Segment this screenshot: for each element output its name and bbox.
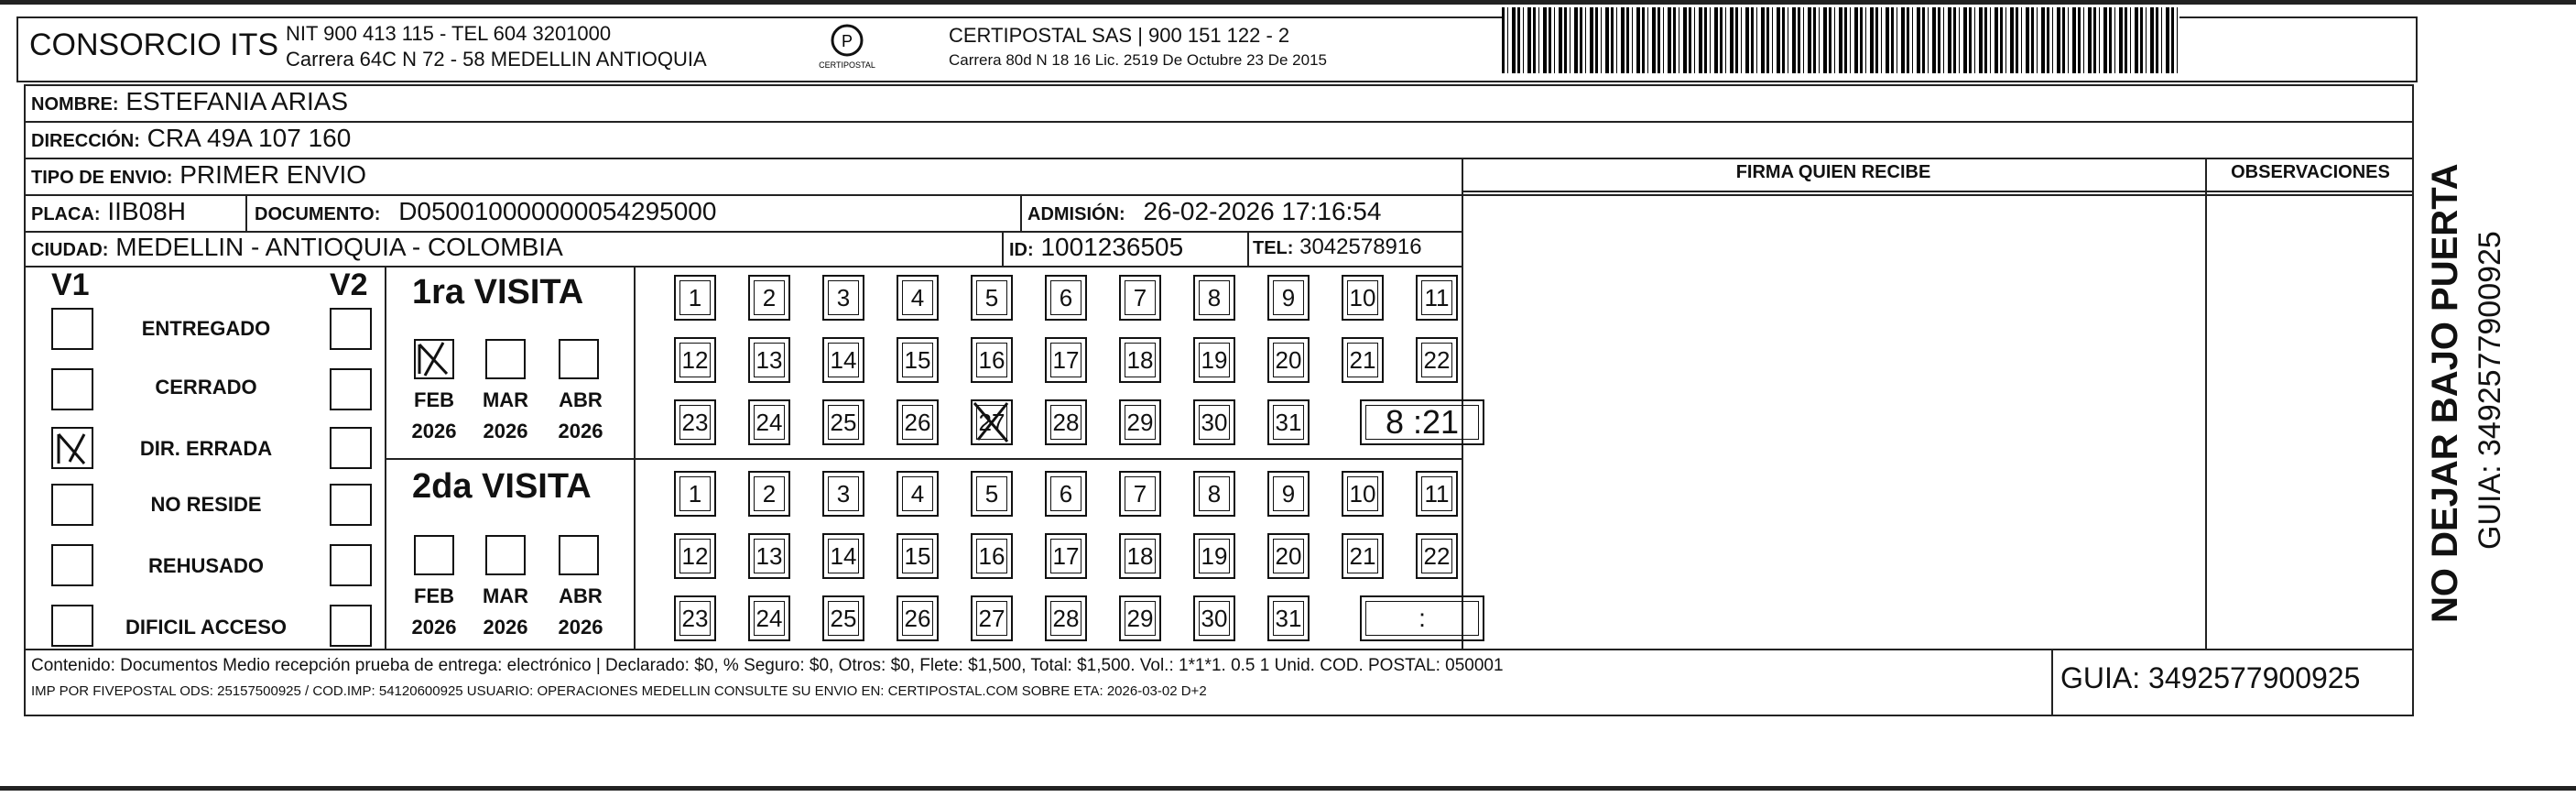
visit1-year-abr: 2026 (558, 420, 603, 442)
v1-checkbox-dificil-acceso[interactable] (51, 605, 93, 647)
v2-header: V2 (330, 267, 368, 302)
field-admision (1027, 197, 1381, 226)
status-item-dificil-acceso: DIFICIL ACCESO (125, 616, 287, 639)
visit1-day-28[interactable]: 28 (1045, 399, 1087, 445)
v1-header: V1 (51, 267, 90, 302)
v2-checkbox-entregado[interactable] (330, 308, 372, 350)
field-nombre (31, 87, 348, 116)
visit2-month-mar-box[interactable] (485, 535, 526, 575)
tipo-value: PRIMER ENVIO (179, 160, 367, 189)
status-item-dir-errada: DIR. ERRADA (139, 437, 273, 460)
tipo-label: TIPO DE ENVIO: (31, 168, 173, 188)
visit2-day-24[interactable]: 24 (748, 595, 790, 641)
visit1-day-20[interactable]: 20 (1267, 337, 1310, 383)
visit1-day-3[interactable]: 3 (822, 275, 864, 321)
visit1-day-25[interactable]: 25 (822, 399, 864, 445)
company-address: Carrera 64C N 72 - 58 MEDELLIN ANTIOQUIA (286, 48, 707, 71)
col-divider (1020, 194, 1022, 231)
field-direccion (31, 124, 351, 153)
v2-checkbox-cerrado[interactable] (330, 368, 372, 410)
id-value: 1001236505 (1040, 233, 1184, 261)
status-item-rehusado: REHUSADO (148, 554, 264, 577)
visit2-day-7[interactable]: 7 (1119, 471, 1161, 517)
status-item-entregado: ENTREGADO (141, 317, 271, 340)
visit2-day-26[interactable]: 26 (897, 595, 939, 641)
handwritten-check-mark (53, 429, 92, 467)
visit2-day-5[interactable]: 5 (971, 471, 1013, 517)
second-visit-title: 2da VISITA (412, 467, 592, 506)
bottom-rule (0, 786, 2576, 791)
handwritten-check-mark (416, 341, 452, 377)
first-visit-title: 1ra VISITA (412, 273, 584, 311)
v1-checkbox-dir-errada[interactable] (51, 427, 93, 469)
visit1-day-19[interactable]: 19 (1193, 337, 1235, 383)
visit2-day-6[interactable]: 6 (1045, 471, 1087, 517)
visit2-day-21[interactable]: 21 (1342, 533, 1384, 579)
visit1-day-21[interactable]: 21 (1342, 337, 1384, 383)
visit2-day-1[interactable]: 1 (674, 471, 716, 517)
visit2-day-22[interactable]: 22 (1416, 533, 1458, 579)
col-divider (2051, 649, 2053, 716)
visit1-day-24[interactable]: 24 (748, 399, 790, 445)
field-ciudad (31, 233, 563, 262)
tel-label: TEL: (1253, 238, 1294, 258)
row-divider (24, 266, 1463, 267)
visit2-day-15[interactable]: 15 (897, 533, 939, 579)
visit2-day-4[interactable]: 4 (897, 471, 939, 517)
nombre-value: ESTEFANIA ARIAS (125, 87, 349, 115)
side-warning: NO DEJAR BAJO PUERTA (2425, 163, 2465, 623)
visit1-day-18[interactable]: 18 (1119, 337, 1161, 383)
documento-label: DOCUMENTO: (255, 204, 381, 224)
visit1-year-feb: 2026 (411, 420, 457, 442)
field-id (1009, 233, 1183, 262)
visit1-month-mar-box[interactable] (485, 339, 526, 379)
visit2-day-31[interactable]: 31 (1267, 595, 1310, 641)
visit2-month-abr-label: ABR (559, 584, 603, 607)
svg-text:CERTIPOSTAL: CERTIPOSTAL (819, 60, 875, 70)
visit2-day-16[interactable]: 16 (971, 533, 1013, 579)
visit1-day-30[interactable]: 30 (1193, 399, 1235, 445)
top-rule (0, 0, 2576, 5)
visit2-day-30[interactable]: 30 (1193, 595, 1235, 641)
visit1-day-8[interactable]: 8 (1193, 275, 1235, 321)
visit1-day-4[interactable]: 4 (897, 275, 939, 321)
status-item-no-reside: NO RESIDE (150, 493, 262, 516)
documento-value: D050010000000054295000 (398, 197, 717, 225)
visit1-month-abr-box[interactable] (559, 339, 599, 379)
visit1-day-17[interactable]: 17 (1045, 337, 1087, 383)
visit2-day-11[interactable]: 11 (1416, 471, 1458, 517)
v2-checkbox-dir-errada[interactable] (330, 427, 372, 469)
visit1-day-6[interactable]: 6 (1045, 275, 1087, 321)
visit1-time-box[interactable]: 8 :21 (1360, 399, 1484, 445)
visit2-day-2[interactable]: 2 (748, 471, 790, 517)
visit2-month-abr-box[interactable] (559, 535, 599, 575)
visit2-day-28[interactable]: 28 (1045, 595, 1087, 641)
row-divider (24, 121, 2414, 123)
visit2-day-10[interactable]: 10 (1342, 471, 1384, 517)
visit2-year-mar: 2026 (483, 616, 528, 639)
visit1-day-11[interactable]: 11 (1416, 275, 1458, 321)
footer-imp-line: IMP POR FIVEPOSTAL ODS: 25157500925 / COD.IMP: 54120600925 USUARIO: OPERACIONES MEDELLIN CONSULTE SU ENVIO EN: CERTIPOSTAL.COM SOBRE ETA: 2026-03-02 D+2 (31, 683, 1207, 699)
tel-value: 3042578916 (1299, 235, 1422, 259)
observations-header: OBSERVACIONES (2231, 162, 2390, 182)
visit1-day-12[interactable]: 12 (674, 337, 716, 383)
company-nit: NIT 900 413 115 - TEL 604 3201000 (286, 22, 612, 45)
visit2-day-14[interactable]: 14 (822, 533, 864, 579)
footer-content-line: Contenido: Documentos Medio recepción prueba de entrega: electrónico | Declarado: $0, % Seguro: $0, Otros: $0, Flete: $1,500, Total: $1,500. Vol.: 1*1*1. 0.5 1 Unid. COD. POSTAL: 050001 (31, 656, 1504, 675)
admision-value: 26-02-2026 17:16:54 (1143, 197, 1382, 225)
col-divider (1002, 231, 1004, 266)
col-divider (245, 194, 247, 231)
row-divider (385, 458, 1463, 460)
v2-checkbox-dificil-acceso[interactable] (330, 605, 372, 647)
visit2-day-13[interactable]: 13 (748, 533, 790, 579)
placa-value: IIB08H (107, 197, 186, 225)
visit1-day-26[interactable]: 26 (897, 399, 939, 445)
certipostal-license: Carrera 80d N 18 16 Lic. 2519 De Octubre 23 De 2015 (949, 51, 1327, 69)
visit2-year-abr: 2026 (558, 616, 603, 639)
col-divider (1247, 231, 1249, 266)
side-guia: GUIA: 3492577900925 (2473, 231, 2507, 550)
field-placa (31, 197, 186, 226)
admision-label: ADMISIÓN: (1027, 204, 1125, 224)
handwritten-strike-mark (971, 399, 1013, 445)
visit1-day-27[interactable]: 27 (971, 399, 1013, 445)
visit1-year-mar: 2026 (483, 420, 528, 442)
visit2-time-box[interactable]: : (1360, 595, 1484, 641)
visit1-day-1[interactable]: 1 (674, 275, 716, 321)
signature-area[interactable] (1463, 192, 2205, 649)
ciudad-value: MEDELLIN - ANTIOQUIA - COLOMBIA (115, 233, 563, 261)
company-name: CONSORCIO ITS (29, 27, 279, 62)
direccion-value: CRA 49A 107 160 (147, 124, 352, 152)
visit1-month-abr-label: ABR (559, 388, 603, 411)
visit1-day-10[interactable]: 10 (1342, 275, 1384, 321)
visit2-day-19[interactable]: 19 (1193, 533, 1235, 579)
visit1-day-15[interactable]: 15 (897, 337, 939, 383)
signature-header: FIRMA QUIEN RECIBE (1735, 162, 1931, 182)
v2-checkbox-rehusado[interactable] (330, 544, 372, 586)
placa-label: PLACA: (31, 204, 101, 224)
field-tipo (31, 160, 366, 190)
v1-checkbox-entregado[interactable] (51, 308, 93, 350)
id-label: ID: (1009, 240, 1034, 260)
field-documento (255, 197, 716, 226)
visit2-day-23[interactable]: 23 (674, 595, 716, 641)
visit1-day-7[interactable]: 7 (1119, 275, 1161, 321)
observations-area[interactable] (2207, 192, 2414, 649)
visit2-day-8[interactable]: 8 (1193, 471, 1235, 517)
col-divider (634, 266, 636, 649)
visit2-day-3[interactable]: 3 (822, 471, 864, 517)
row-divider (24, 649, 2414, 650)
visit1-day-31[interactable]: 31 (1267, 399, 1310, 445)
visit2-day-25[interactable]: 25 (822, 595, 864, 641)
footer-guia: GUIA: 3492577900925 (2060, 661, 2361, 694)
visit1-day-29[interactable]: 29 (1119, 399, 1161, 445)
visit2-month-feb-box[interactable] (414, 535, 454, 575)
status-item-cerrado: CERRADO (155, 376, 257, 398)
visit1-day-23[interactable]: 23 (674, 399, 716, 445)
visit2-day-9[interactable]: 9 (1267, 471, 1310, 517)
nombre-label: NOMBRE: (31, 94, 119, 115)
certipostal-info: CERTIPOSTAL SAS | 900 151 122 - 2 (949, 24, 1290, 47)
v1-checkbox-cerrado[interactable] (51, 368, 93, 410)
visit1-day-9[interactable]: 9 (1267, 275, 1310, 321)
visit2-month-mar-label: MAR (482, 584, 529, 607)
visit2-day-18[interactable]: 18 (1119, 533, 1161, 579)
visit2-day-12[interactable]: 12 (674, 533, 716, 579)
visit1-day-14[interactable]: 14 (822, 337, 864, 383)
field-tel (1253, 235, 1422, 260)
barcode (1502, 7, 2179, 73)
visit2-month-feb-label: FEB (414, 584, 454, 607)
v1-checkbox-no-reside[interactable] (51, 484, 93, 526)
ciudad-label: CIUDAD: (31, 240, 109, 260)
col-divider (385, 266, 386, 649)
visit2-day-20[interactable]: 20 (1267, 533, 1310, 579)
svg-text:P: P (841, 32, 853, 50)
v2-checkbox-no-reside[interactable] (330, 484, 372, 526)
visit1-day-22[interactable]: 22 (1416, 337, 1458, 383)
visit1-day-16[interactable]: 16 (971, 337, 1013, 383)
visit1-month-feb-box[interactable] (414, 339, 454, 379)
row-divider (24, 158, 2414, 159)
visit2-day-27[interactable]: 27 (971, 595, 1013, 641)
visit1-month-mar-label: MAR (482, 388, 529, 411)
visit2-day-29[interactable]: 29 (1119, 595, 1161, 641)
certipostal-logo (815, 20, 879, 75)
visit1-day-13[interactable]: 13 (748, 337, 790, 383)
visit2-year-feb: 2026 (411, 616, 457, 639)
visit1-day-5[interactable]: 5 (971, 275, 1013, 321)
visit1-month-feb-label: FEB (414, 388, 454, 411)
v1-checkbox-rehusado[interactable] (51, 544, 93, 586)
direccion-label: DIRECCIÓN: (31, 131, 140, 151)
visit2-day-17[interactable]: 17 (1045, 533, 1087, 579)
visit1-day-2[interactable]: 2 (748, 275, 790, 321)
